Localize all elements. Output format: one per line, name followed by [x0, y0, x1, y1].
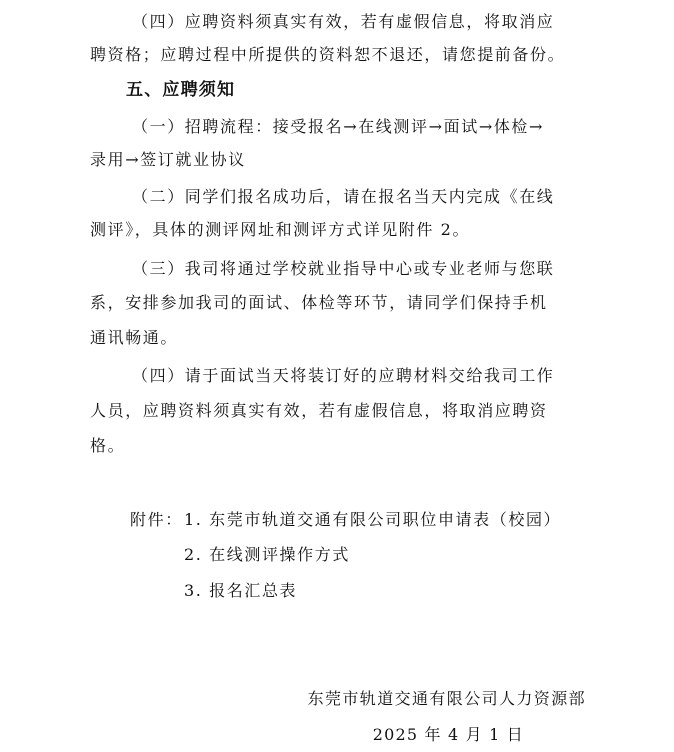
prev-item4-line1: （四）应聘资料须真实有效，若有虚假信息，将取消应: [132, 12, 555, 31]
attachment-item-1: 1. 东莞市轨道交通有限公司职位申请表（校园）: [184, 510, 562, 529]
item4-line2: 人员，应聘资料须真实有效，若有虚假信息，将取消应聘资: [90, 401, 548, 420]
item4-line1: （四）请于面试当天将装订好的应聘材料交给我司工作: [132, 366, 555, 385]
signature-date: 2025 年 4 月 1 日: [372, 725, 524, 744]
item3-line1: （三）我司将通过学校就业指导中心或专业老师与您联: [132, 259, 555, 278]
item1-line2: 录用→签订就业协议: [90, 150, 246, 169]
section-heading: 五、应聘须知: [126, 80, 236, 100]
item3-line3: 通讯畅通。: [90, 328, 179, 347]
item2-line1: （二）同学们报名成功后，请在报名当天内完成《在线: [132, 187, 555, 206]
item2-line2: 测评》，具体的测评网址和测评方式详见附件 2。: [90, 220, 471, 239]
attachment-item-3: 3. 报名汇总表: [184, 581, 298, 600]
signature-organization: 东莞市轨道交通有限公司人力资源部: [307, 689, 586, 708]
item3-line2: 系，安排参加我司的面试、体检等环节，请同学们保持手机: [90, 293, 548, 312]
attachments-label: 附件：: [130, 510, 183, 529]
item1-line1: （一）招聘流程：接受报名→在线测评→面试→体检→: [132, 117, 545, 136]
prev-item4-line2: 聘资格；应聘过程中所提供的资料恕不退还，请您提前备份。: [90, 45, 566, 64]
attachment-item-2: 2. 在线测评操作方式: [184, 545, 350, 564]
item4-line3: 格。: [90, 436, 126, 455]
